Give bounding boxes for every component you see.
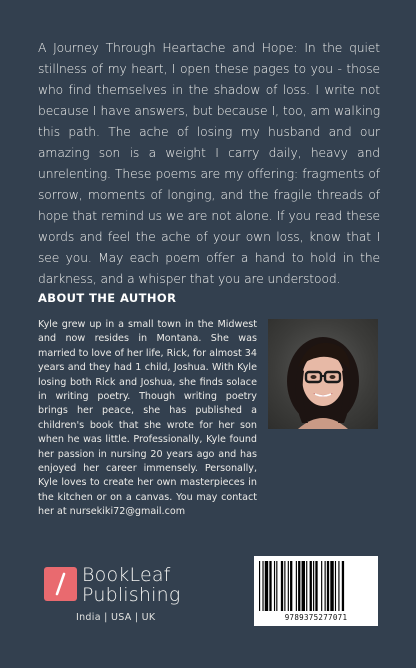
- publisher-name-line2: Publishing: [82, 584, 181, 606]
- author-photo: [268, 319, 378, 429]
- barcode-bars-icon: [259, 561, 373, 611]
- about-author-heading: ABOUT THE AUTHOR: [38, 291, 177, 305]
- author-bio: Kyle grew up in a small town in the Midwest and now resides in Montana. She was married to love of her life, Rick, for almost 34 years and they had 1 child, Joshua. With Kyle losing both Rick and Joshua, she finds solace in writing poetry. Though writing poetry brings her peace, she has published a children's book that she wrote for her son when he was little. Professionally, Kyle found her passion in nursing 20 years ago and has enjoyed her career immensely. Personally, Kyle loves to create her own masterpieces in the kitchen or on a canvas. You may contact her at nursekiki72@gmail.com: [38, 319, 257, 518]
- isbn-number: 9789375277071: [284, 613, 348, 622]
- publisher-regions: India | USA | UK: [76, 612, 156, 623]
- publisher-name-line1: BookLeaf: [82, 564, 171, 586]
- isbn-barcode: [254, 556, 378, 626]
- back-cover-blurb: A Journey Through Heartache and Hope: In the quiet stillness of my heart, I open these pages to you - those who find themselves in the shadow of loss. I write not because I have answers, but because I, too, am walking this path. The ache of losing my husband and our amazing son is a weight I carry daily, heavy and unrelenting. These poems are my offering: fragments of sorrow, moments of longing, and the fragile threads of hope that remind us we are not alone. If you read these words and feel the ache of your own loss, know that I see you. May each poem offer a hand to hold in the darkness, and a whisper that you are understood.: [38, 41, 380, 286]
- publisher-slash-icon: [44, 567, 77, 601]
